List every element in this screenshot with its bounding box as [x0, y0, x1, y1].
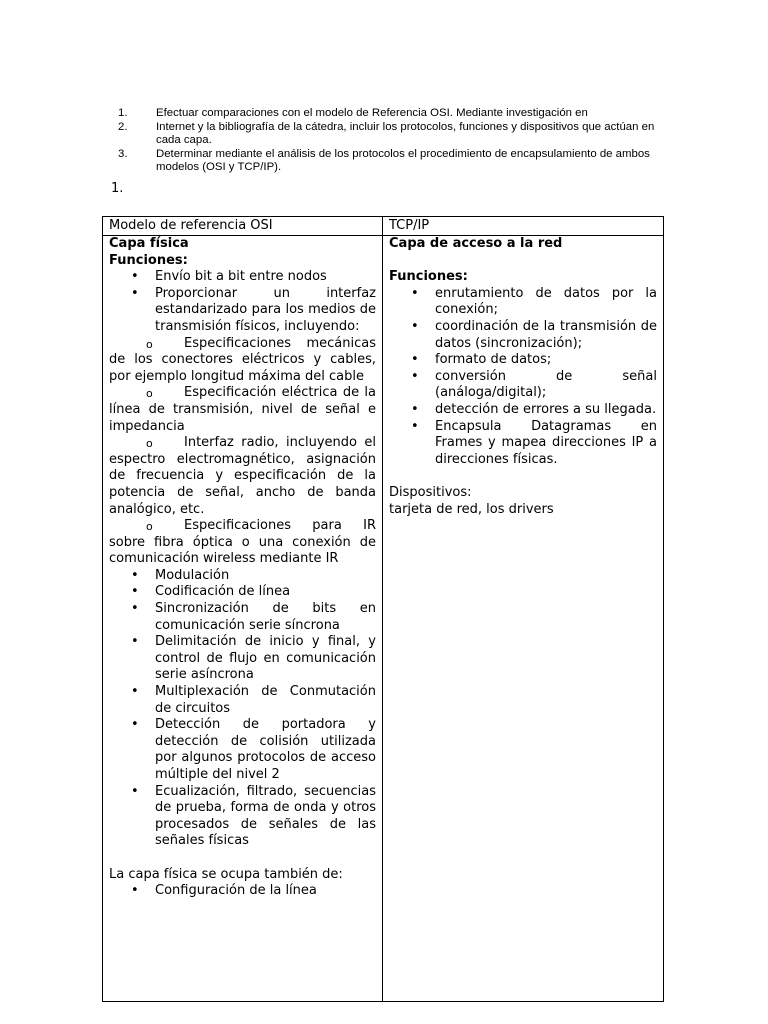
tcpip-functions-list — [389, 286, 657, 469]
list-item: • Delimitación de inicio y final, y control de flujo en comunicación serie asíncrona — [109, 634, 376, 684]
header-tcpip: TCP/IP — [383, 217, 664, 236]
list-number: 1. — [111, 181, 124, 196]
sub-item — [109, 435, 376, 518]
list-item: • Envío bit a bit entre nodos — [109, 269, 376, 286]
instruction-text: Determinar mediante el análisis de los protocolos el procedimiento de encapsulamiento de ambos modelos (OSI y TCP/IP). — [156, 147, 650, 174]
tcpip-devices-label: Dispositivos: — [389, 484, 472, 500]
instruction-text: Internet y la bibliografía de la cátedra, incluir los protocolos, funciones y dispositivos que actúan en cada capa. — [156, 120, 655, 147]
list-item: • Ecualización, filtrado, secuencias de prueba, forma de onda y otros procesados de señales de las señales físicas — [109, 784, 376, 850]
instruction-number: 1. — [118, 107, 128, 119]
list-item: • conversión de señal (análoga/digital); — [389, 369, 657, 402]
list-item: • formato de datos; — [389, 352, 657, 369]
list-item: • Codificación de línea — [109, 584, 376, 601]
list-item: • enrutamiento de datos por la conexión; — [389, 286, 657, 319]
list-item: • Modulación — [109, 568, 376, 585]
list-item: • Proporcionar un interfaz estandarizado para los medios de transmisión físicos, incluyendo: — [109, 286, 376, 336]
osi-cell — [103, 236, 383, 1002]
osi-also-list — [109, 883, 376, 900]
instruction-number: 2. — [118, 120, 128, 133]
list-item: • Multiplexación de Conmutación de circuitos — [109, 684, 376, 717]
sub-item-text: Especificaciones para IR sobre fibra óptica o una conexión de comunicación wireless mediante IR — [109, 518, 376, 567]
osi-functions-list — [109, 269, 376, 335]
tcpip-devices-text: tarjeta de red, los drivers — [389, 501, 554, 517]
list-item: • Configuración de la línea — [109, 883, 376, 900]
sub-item — [109, 518, 376, 568]
list-item: • Sincronización de bits en comunicación serie síncrona — [109, 601, 376, 634]
circle-bullet-icon: o — [146, 337, 153, 351]
instruction-item — [118, 148, 663, 175]
header-osi: Modelo de referencia OSI — [103, 217, 383, 236]
instructions-list — [118, 107, 663, 175]
comparison-table — [102, 216, 664, 1002]
sub-item — [109, 385, 376, 435]
osi-functions-list-2 — [109, 568, 376, 850]
tcpip-layer-title: Capa de acceso a la red — [389, 236, 563, 251]
instruction-item — [118, 107, 663, 121]
osi-functions-label: Funciones: — [109, 252, 188, 268]
tcpip-cell — [383, 236, 664, 1002]
osi-also-text: La capa física se ocupa también de: — [109, 866, 343, 882]
list-item: • Detección de portadora y detección de colisión utilizada por algunos protocolos de acceso múltiple del nivel 2 — [109, 717, 376, 783]
circle-bullet-icon: o — [146, 520, 153, 534]
sub-item-text: Especificaciones mecánicas de los conectores eléctricos y cables, por ejemplo longitud máxima del cable — [109, 335, 376, 384]
sub-item — [109, 336, 376, 386]
osi-layer-title: Capa física — [109, 236, 189, 251]
list-item: • coordinación de la transmisión de datos (sincronización); — [389, 319, 657, 352]
tcpip-functions-label: Funciones: — [389, 269, 468, 285]
circle-bullet-icon: o — [146, 387, 153, 401]
list-item: • Encapsula Datagramas en Frames y mapea direcciones IP a direcciones físicas. — [389, 419, 657, 469]
circle-bullet-icon: o — [146, 437, 153, 451]
list-item: • detección de errores a su llegada. — [389, 402, 657, 419]
sub-item-text: Interfaz radio, incluyendo el espectro electromagnético, asignación de frecuencia y especificación de la potencia de señal, ancho de banda analógico, etc. — [109, 435, 376, 517]
instruction-number: 3. — [118, 147, 128, 160]
sub-item-text: Especificación eléctrica de la línea de transmisión, nivel de señal e impedancia — [109, 385, 376, 434]
instruction-text: Efectuar comparaciones con el modelo de Referencia OSI. Mediante investigación en — [156, 107, 588, 119]
instruction-item — [118, 121, 663, 148]
